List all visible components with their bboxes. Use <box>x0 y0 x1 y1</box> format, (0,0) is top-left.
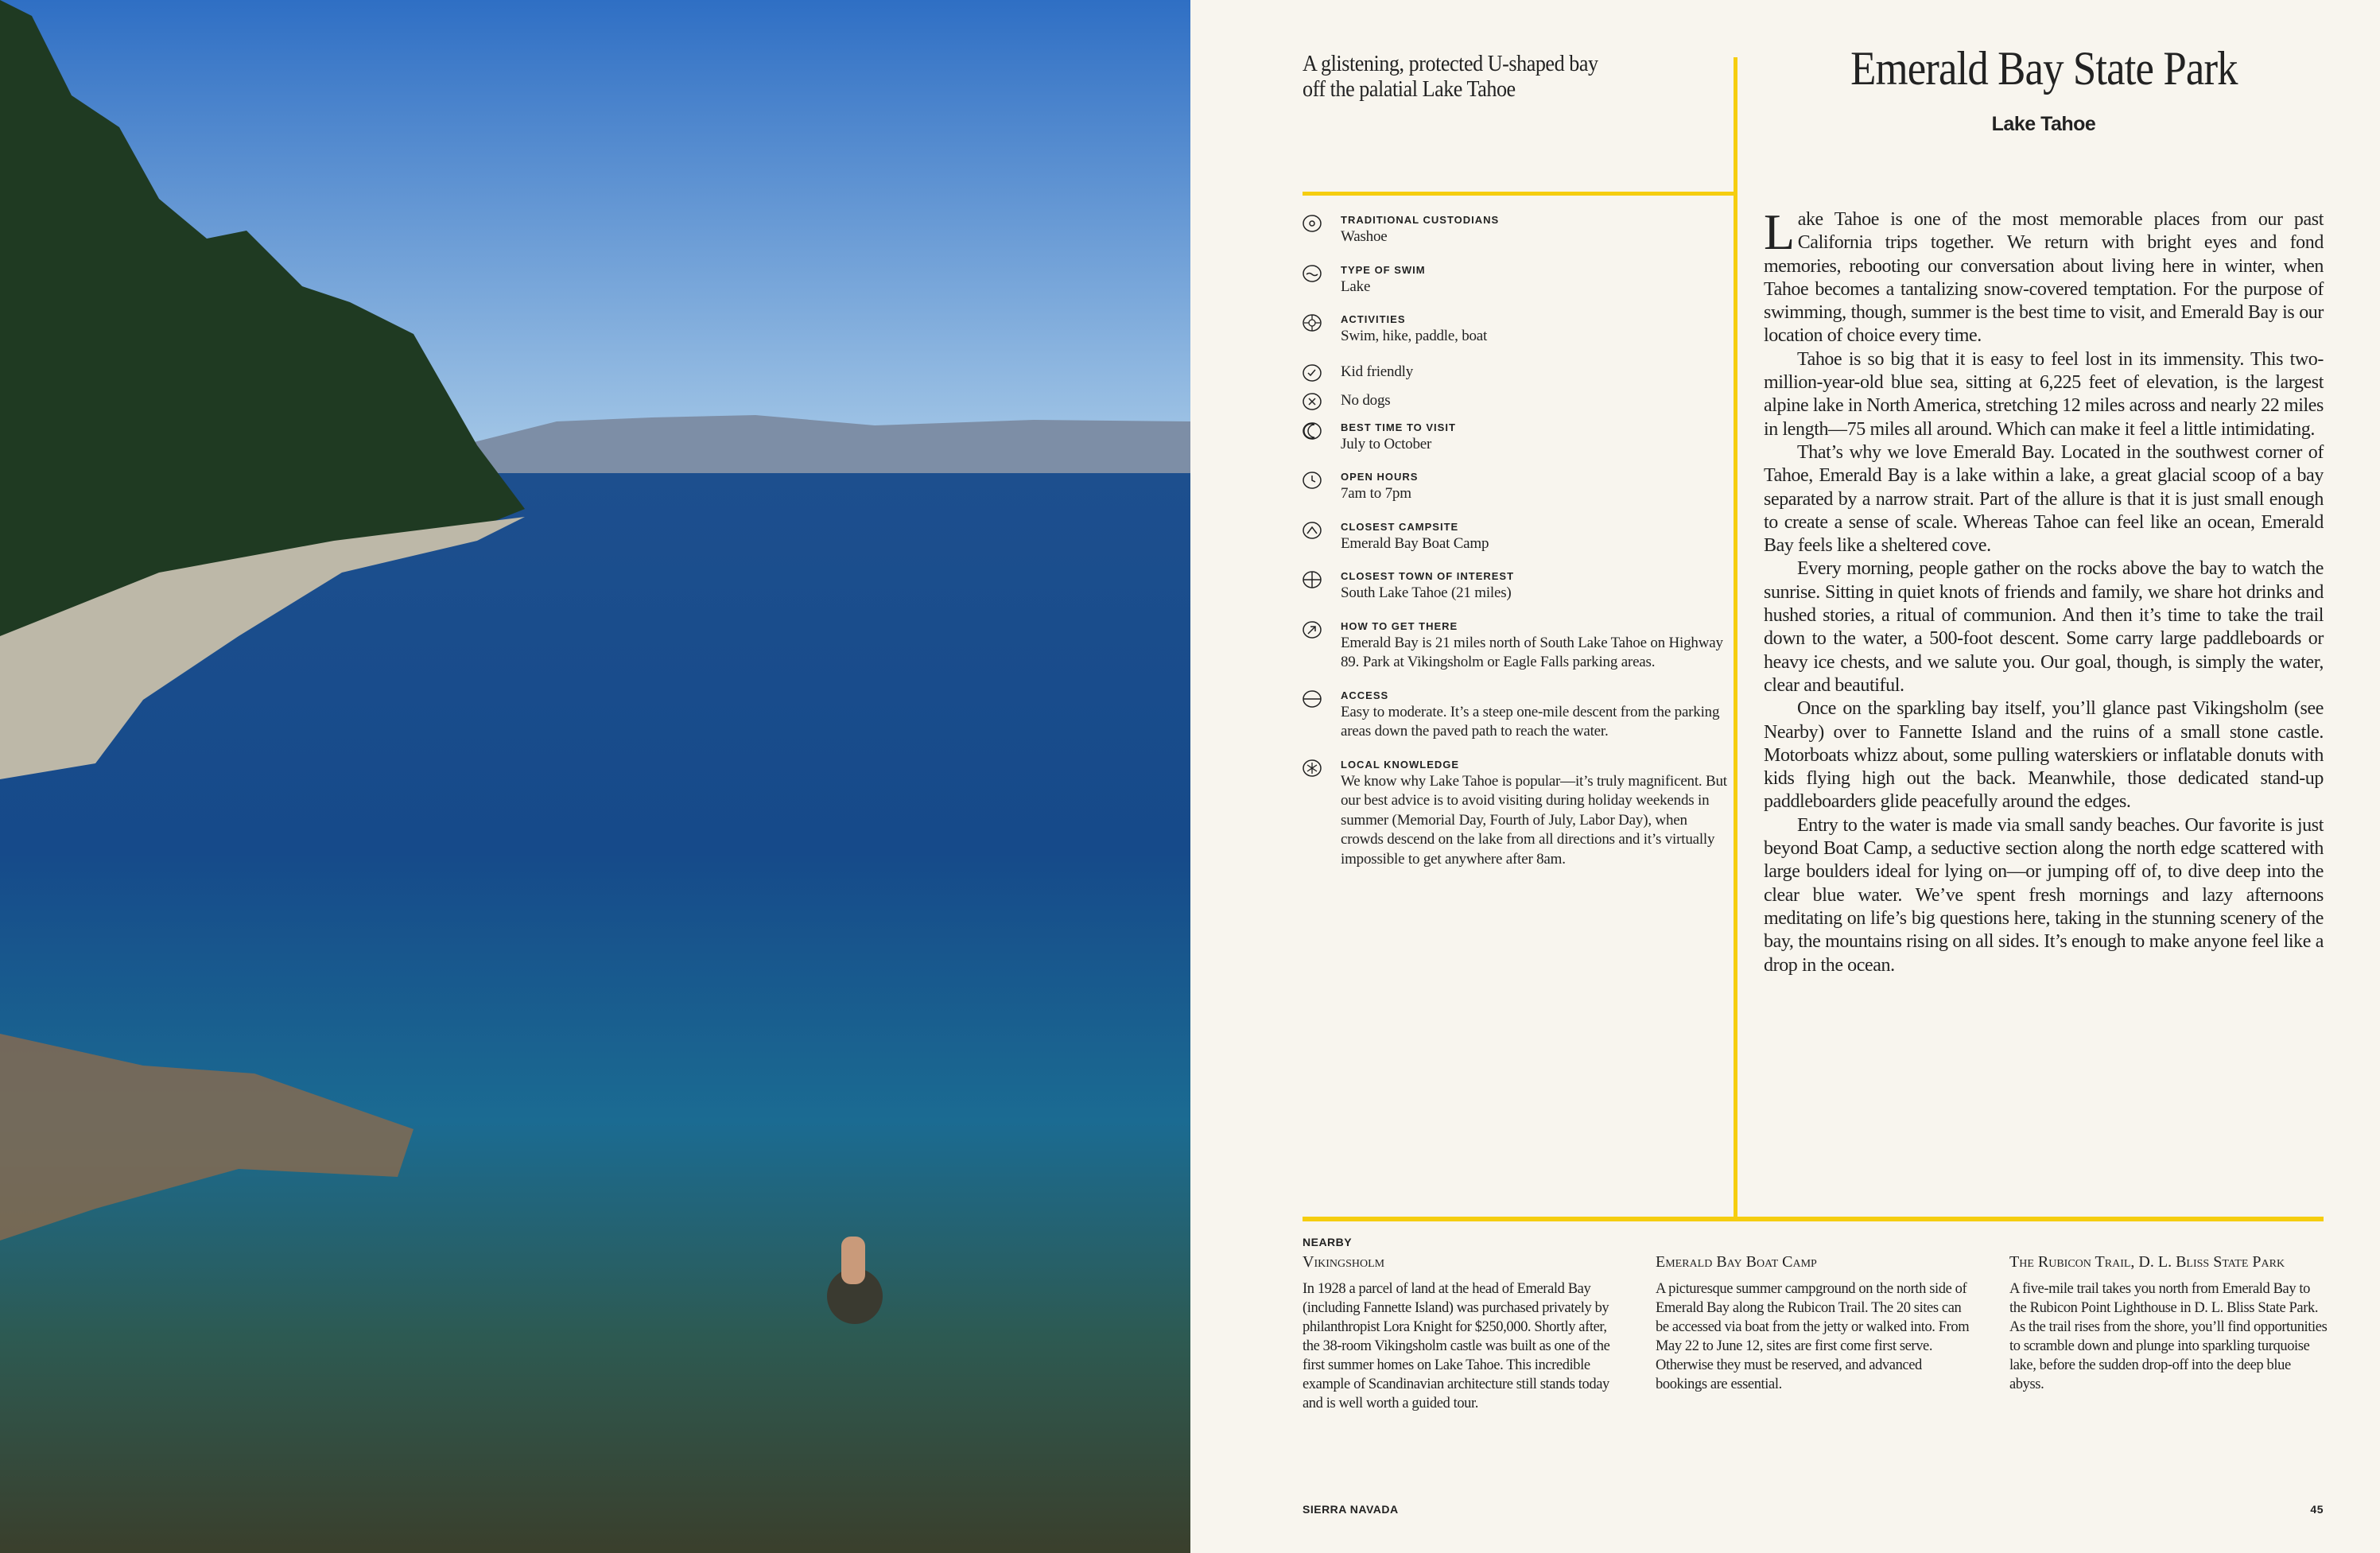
paragraph: Tahoe is so big that it is easy to feel lost in its immensity. This two-million-year-old blue sea, sitting at 6,225 feet of elevation, is the largest alpine lake in North America, stretching 12 miles across and nearly 22 miles in length—75 miles all around. Which can make it feel a little intimidating. <box>1764 348 2324 440</box>
access-icon <box>1303 690 1322 708</box>
tent-icon <box>1303 522 1322 539</box>
custodians-icon <box>1303 215 1322 232</box>
info-item <box>1303 689 1732 742</box>
vertical-divider <box>1734 57 1737 1220</box>
info-label: LOCAL KNOWLEDGE <box>1341 758 1460 771</box>
info-value: Easy to moderate. It’s a steep one-mile descent from the parking areas down the paved path to reach the water. <box>1341 703 1720 740</box>
nearby-item <box>1656 1253 1974 1394</box>
nearby-title: Emerald Bay Boat Camp <box>1656 1253 1817 1271</box>
info-label: TRADITIONAL CUSTODIANS <box>1341 214 1500 226</box>
paragraph: That’s why we love Emerald Bay. Located in the southwest corner of Tahoe, Emerald Bay is a lake within a lake, a great glacial scoop of a bay separated by a narrow strait. Part of the allure is that it is just small enough to create a sense of scale. Whereas Tahoe can feel like an ocean, Emerald Bay feels like a sheltered cove. <box>1764 441 2324 557</box>
info-list <box>1303 213 1732 885</box>
info-value: Kid friendly <box>1341 363 1413 380</box>
info-value: Washoe <box>1341 228 1388 245</box>
info-item <box>1303 263 1732 297</box>
page-title: Emerald Bay State Park <box>1850 42 2238 95</box>
info-value: Swim, hike, paddle, boat <box>1341 328 1488 344</box>
info-item <box>1303 313 1732 347</box>
nearby-text: In 1928 a parcel of land at the head of Emerald Bay (including Fannette Island) was purchased privately by philanthropist Lora Knight for $250,000. Shortly after, the 38-room Vikingsholm castle was built as one of the first summer homes on Lake Tahoe. This incredible example of Scandinavian architecture still stands today and is well worth a guided tour. <box>1303 1281 1610 1411</box>
article-body <box>1764 204 2324 977</box>
page-subtitle: Lake Tahoe <box>1991 113 2096 135</box>
info-label: ACCESS <box>1341 689 1389 701</box>
info-value: July to October <box>1341 435 1432 452</box>
cross-icon <box>1303 393 1322 410</box>
page-number: 45 <box>2310 1503 2324 1516</box>
drop-cap: L <box>1764 204 1795 260</box>
swim-type-icon <box>1303 265 1322 282</box>
tagline: A glistening, protected U-shaped bay off the palatial Lake Tahoe <box>1303 51 1598 102</box>
info-item <box>1303 363 1732 382</box>
nearby-item <box>2009 1253 2328 1394</box>
article-page <box>1190 0 2380 1553</box>
info-value: We know why Lake Tahoe is popular—it’s truly magnificent. But our best advice is to avoid visiting during holiday weekends in summer (Memorial Day, Fourth of July, Labor Day), when crowds descend on the lake from all directions and it’s virtually impossible to get anywhere after 8am. <box>1341 772 1727 868</box>
info-item <box>1303 470 1732 504</box>
activities-icon <box>1303 314 1322 332</box>
footer-section: SIERRA NAVADA <box>1303 1503 1399 1516</box>
info-item <box>1303 391 1732 411</box>
check-icon <box>1303 364 1322 382</box>
info-item <box>1303 213 1732 247</box>
paragraph: Once on the sparkling bay itself, you’ll glance past Vikingsholm (see Nearby) over to Fannette Island and the ruins of a small stone castle. Motorboats whizz about, some pulling waterskiers or inflatable donuts with kids flying high out the back. Meanwhile, those dedicated stand-up paddleboarders glide peacefully around the edges. <box>1764 698 2324 813</box>
crosshair-icon <box>1303 571 1322 588</box>
info-value: Lake <box>1341 278 1371 295</box>
nearby-item <box>1303 1253 1621 1413</box>
arrow-icon <box>1303 621 1322 639</box>
info-label: ACTIVITIES <box>1341 313 1406 325</box>
info-item <box>1303 569 1732 604</box>
moon-icon <box>1303 422 1322 440</box>
snowflake-icon <box>1303 759 1322 777</box>
info-divider <box>1303 192 1736 196</box>
info-label: CLOSEST CAMPSITE <box>1341 520 1459 533</box>
info-item <box>1303 520 1732 554</box>
nearby-text: A five-mile trail takes you north from Emerald Bay to the Rubicon Point Lighthouse in D. L. Bliss State Park. As the trail rises from the shore, you’ll find opportunities to scramble down and plunge into sparkling turquoise lake, before the sudden drop-off into the deep blue abyss. <box>2009 1281 2328 1392</box>
info-value: 7am to 7pm <box>1341 485 1411 502</box>
info-label: HOW TO GET THERE <box>1341 619 1458 632</box>
info-value: Emerald Bay Boat Camp <box>1341 534 1489 552</box>
info-label: BEST TIME TO VISIT <box>1341 421 1456 433</box>
info-label: CLOSEST TOWN OF INTEREST <box>1341 570 1515 582</box>
info-item <box>1303 758 1732 870</box>
info-value: Emerald Bay is 21 miles north of South Lake Tahoe on Highway 89. Park at Vikingsholm or Eagle Falls parking areas. <box>1341 634 1723 670</box>
info-item <box>1303 619 1732 673</box>
paragraph: Entry to the water is made via small sandy beaches. Our favorite is just beyond Boat Camp, a seductive section along the north edge scattered with large boulders ideal for lying on—or jumping off of, to dive deep into the clear blue water. We’ve spent fresh mornings and lazy afternoons meditating on life’s big questions here, taking in the stunning scenery of the bay, the mountains rising on all sides. It’s enough to make anyone feel like a drop in the ocean. <box>1764 814 2324 976</box>
nearby-divider <box>1303 1217 2324 1221</box>
nearby-title: The Rubicon Trail, D. L. Bliss State Park <box>2009 1253 2285 1271</box>
nearby-heading: NEARBY <box>1303 1236 1353 1248</box>
nearby-title: Vikingsholm <box>1303 1253 1385 1271</box>
info-value: No dogs <box>1341 392 1391 409</box>
info-label: TYPE OF SWIM <box>1341 263 1426 276</box>
info-label: OPEN HOURS <box>1341 471 1419 483</box>
info-item <box>1303 421 1732 455</box>
info-value: South Lake Tahoe (21 miles) <box>1341 584 1512 601</box>
clock-icon <box>1303 472 1322 489</box>
paragraph: ake Tahoe is one of the most memorable places from our past California trips together. We return with bright eyes and fond memories, rebooting our conversation about living here in winter, when Tahoe becomes a tantalizing snow-covered temptation. For the purpose of swimming, though, summer is the best time to visit, and Emerald Bay is our location of choice every time. <box>1764 209 2324 347</box>
nearby-text: A picturesque summer campground on the north side of Emerald Bay along the Rubicon Trail. The 20 sites can be accessed via boat from the jetty or walked into. From May 22 to June 12, sites are first come first serve. Otherwise they must be reserved, and advanced bookings are essential. <box>1656 1281 1970 1392</box>
paragraph: Every morning, people gather on the rocks above the bay to watch the sunrise. Sitting in quiet knots of friends and family, we share hot drinks and hushed stories, a ritual of communion. And then it’s time to take the trail down to the water, a 500-foot descent. Some carry large paddleboards or heavy ice chests, and we salute you. Our goal, though, is simply the water, clear and beautiful. <box>1764 558 2324 696</box>
